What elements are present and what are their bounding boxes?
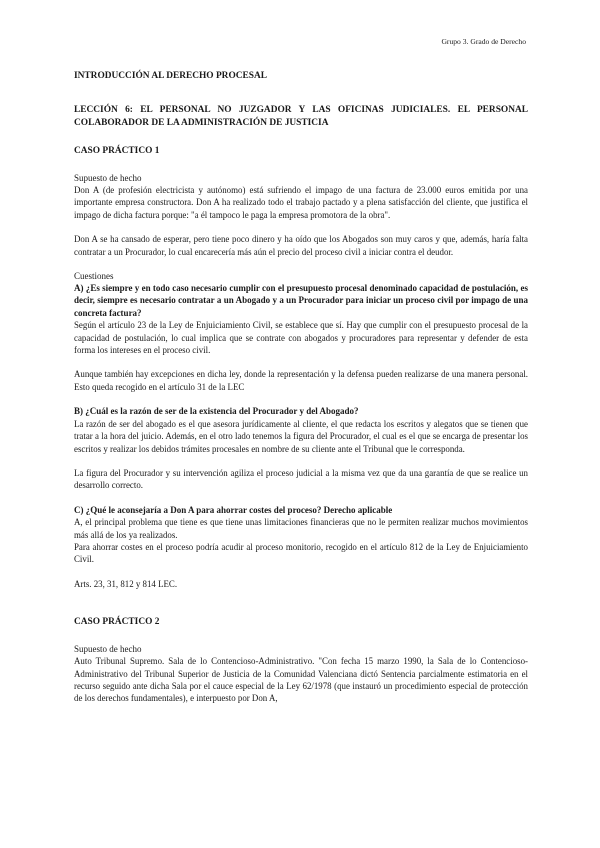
case2-facts-paragraph-1: Auto Tribunal Supremo. Sala de lo Contencioso-Administrativo. "Con fecha 15 marzo 1990, la Sala de lo Contencioso-Administrativo del Tribunal Superior de Justicia de la Comunidad Valenciana dictó Sentencia parcialmente estimatoria en el recurso seguido ante dicha Sala por el cauce especial de la Ley 62/1978 (que instauró un procedimiento especial de protección de los derechos fundamentales), e interpuesto por Don A,	[74, 656, 528, 704]
case1-answer-a-paragraph-2: Aunque también hay excepciones en dicha ley, donde la representación y la defensa pueden realizarse de una manera personal. Esto queda recogido en el artículo 31 de la LEC	[74, 369, 528, 392]
case2-title: CASO PRÁCTICO 2	[74, 617, 160, 628]
case1-answer-c-paragraph-1: A, el principal problema que tiene es que tiene unas limitaciones financieras que no le permiten realizar muchos movimientos más allá de los ya realizados.	[74, 517, 528, 540]
case1-question-a: A) ¿Es siempre y en todo caso necesario cumplir con el presupuesto procesal denominado capacidad de postulación, es decir, siempre es necesario contratar a un Abogado y a un Procurador para iniciar un proceso civil por impago de una concreta factura?	[74, 283, 528, 318]
lesson-heading: LECCIÓN 6: EL PERSONAL NO JUZGADOR Y LAS OFICINAS JUDICIALES. EL PERSONAL COLABORADOR DE LA ADMINISTRACIÓN DE JUSTICIA	[74, 105, 528, 128]
case1-title: CASO PRÁCTICO 1	[74, 146, 160, 156]
case1-facts-paragraph-2: Don A se ha cansado de esperar, pero tiene poco dinero y ha oído que los Abogados son muy caros y que, además, haría falta contratar a un Procurador, lo cual encarecería más aún el precio del proceso civil a iniciar contra el deudor.	[74, 234, 528, 257]
case1-answer-a-paragraph-1: Según el artículo 23 de la Ley de Enjuiciamiento Civil, se establece que sí. Hay que cumplir con el presupuesto procesal de la capacidad de postulación, lo cual implica que se contrate con abogados y procuradores para representar y defender de esta forma los intereses en el proceso civil.	[74, 320, 528, 356]
document-body	[74, 70, 528, 705]
case1-answer-c-paragraph-2: Para ahorrar costes en el proceso podría acudir al proceso monitorio, recogido en el artículo 812 de la Ley de Enjuiciamiento Civil.	[74, 541, 528, 565]
case1-answer-c-paragraph-3: Arts. 23, 31, 812 y 814 LEC.	[74, 578, 178, 589]
case1-answer-b-paragraph-2: La figura del Procurador y su intervención agiliza el proceso judicial a la misma vez que da una garantía de que se realice un desarrollo correcto.	[74, 467, 528, 491]
header-group-label: Grupo 3. Grado de Derecho	[441, 37, 526, 46]
case1-questions-label: Cuestiones	[74, 271, 114, 282]
case1-question-c: C) ¿Qué le aconsejaría a Don A para ahorrar costes del proceso? Derecho aplicable	[74, 504, 393, 515]
case1-facts-label: Supuesto de hecho	[74, 173, 142, 183]
case1-answer-b-paragraph-1: La razón de ser del abogado es el que asesora jurídicamente al cliente, el que redacta los escritos y alegatos que se tienen que tratar a la hora del juicio. Además, en el otro lado tenemos la figura del Procurador, el cual es el que se encarga de presentar los escritos y realizar los debidos trámites procesales en nombre de su cliente ante el Tribunal que le corresponda.	[74, 418, 528, 454]
case1-question-b: B) ¿Cuál es la razón de ser de la existencia del Procurador y del Abogado?	[74, 406, 359, 417]
case1-facts-paragraph-1: Don A (de profesión electricista y autónomo) está sufriendo el impago de una factura de 23.000 euros emitida por una importante empresa constructora. Don A ha realizado todo el trabajo pactado y a plena satisfacción del cliente, que justifica el impago de dicha factura porque: "a él tampoco le paga la empresa promotora de la obra".	[74, 185, 528, 220]
document-title: INTRODUCCIÓN AL DERECHO PROCESAL	[74, 71, 267, 81]
case2-facts-label: Supuesto de hecho	[74, 644, 142, 655]
